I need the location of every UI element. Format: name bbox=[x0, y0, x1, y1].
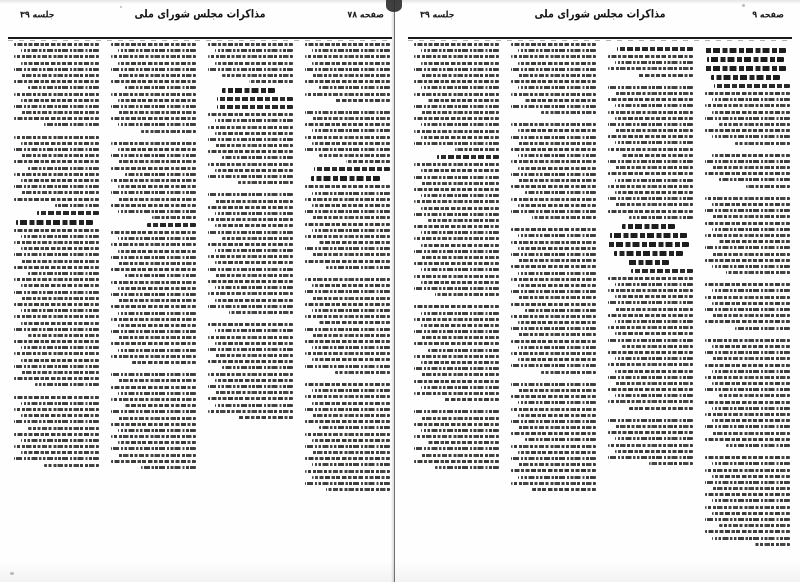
section-heading-mashayekhi bbox=[10, 220, 99, 225]
paragraph bbox=[107, 373, 196, 469]
paragraph bbox=[410, 163, 499, 296]
right-page-number: صفحه ۹ bbox=[752, 9, 784, 20]
paragraph bbox=[410, 43, 499, 151]
paragraph bbox=[701, 92, 790, 145]
paragraph bbox=[10, 396, 99, 467]
left-page-columns bbox=[6, 43, 394, 583]
speaker-label bbox=[37, 211, 99, 215]
paragraph bbox=[10, 136, 99, 207]
left-column-2 bbox=[200, 43, 297, 583]
paragraph bbox=[10, 43, 99, 126]
speaker-label bbox=[714, 84, 790, 88]
paragraph bbox=[604, 86, 693, 219]
left-page-header-rule bbox=[8, 37, 392, 39]
paragraph bbox=[701, 456, 790, 546]
scan-speck bbox=[742, 4, 745, 7]
paragraph bbox=[107, 43, 196, 133]
paragraph bbox=[410, 305, 499, 401]
speaker-label bbox=[217, 105, 293, 109]
speaker-label bbox=[437, 155, 499, 159]
paragraph bbox=[301, 278, 390, 374]
paragraph bbox=[604, 55, 693, 77]
section-heading-akhz-ray bbox=[701, 48, 790, 80]
paragraph bbox=[507, 43, 596, 114]
speaker-label bbox=[217, 97, 293, 101]
paragraph bbox=[301, 111, 390, 164]
left-column-4 bbox=[6, 43, 103, 583]
paragraph bbox=[10, 229, 99, 387]
paragraph bbox=[701, 339, 790, 447]
right-column-4 bbox=[406, 43, 503, 583]
left-page bbox=[0, 0, 400, 582]
paragraph bbox=[701, 197, 790, 274]
paragraph bbox=[107, 231, 196, 364]
paragraph bbox=[604, 419, 693, 465]
page-gutter-divider bbox=[394, 0, 395, 582]
paragraph bbox=[204, 323, 293, 419]
right-page-title: مذاکرات مجلس شورای ملی bbox=[534, 7, 666, 22]
scan-speck bbox=[120, 6, 122, 8]
speaker-label bbox=[631, 269, 693, 273]
left-column-3 bbox=[103, 43, 200, 583]
section-heading-tasdiq-emza bbox=[204, 88, 293, 93]
paragraph bbox=[204, 193, 293, 314]
scan-edge-shadow-top bbox=[0, 0, 400, 4]
left-page-number: صفحه ۷۸ bbox=[347, 9, 384, 20]
speaker-label bbox=[617, 47, 693, 51]
right-page-header bbox=[406, 8, 794, 34]
paragraph bbox=[604, 277, 693, 410]
paragraph bbox=[301, 43, 390, 102]
paragraph bbox=[204, 113, 293, 184]
right-column-1 bbox=[697, 43, 794, 583]
scan-ink-blot bbox=[386, 0, 402, 12]
section-heading-gozaresh-komision bbox=[604, 224, 693, 265]
scan-edge-shadow-top bbox=[400, 0, 800, 4]
left-page-title: مذاکرات مجلس شورای ملی bbox=[134, 7, 266, 22]
paragraph bbox=[301, 185, 390, 268]
paragraph bbox=[107, 142, 196, 219]
left-page-session: جلسه ۳۹ bbox=[20, 9, 55, 20]
paragraph bbox=[410, 410, 499, 469]
right-column-3 bbox=[503, 43, 600, 583]
paragraph bbox=[701, 283, 790, 329]
paragraph bbox=[204, 43, 293, 83]
paragraph bbox=[701, 154, 790, 188]
section-heading-khatabiani bbox=[301, 176, 390, 181]
right-page bbox=[400, 0, 800, 582]
paragraph bbox=[301, 383, 390, 491]
speaker-label bbox=[147, 223, 196, 227]
left-page-header bbox=[6, 8, 394, 34]
paragraph bbox=[507, 123, 596, 219]
right-page-session: جلسه ۳۹ bbox=[420, 9, 455, 20]
paragraph bbox=[507, 228, 596, 373]
scan-speck bbox=[10, 572, 14, 575]
right-column-2 bbox=[600, 43, 697, 583]
right-page-columns bbox=[406, 43, 794, 583]
right-page-header-rule bbox=[408, 37, 792, 39]
paragraph bbox=[507, 383, 596, 491]
speaker-label bbox=[314, 167, 390, 171]
left-column-1 bbox=[297, 43, 394, 583]
